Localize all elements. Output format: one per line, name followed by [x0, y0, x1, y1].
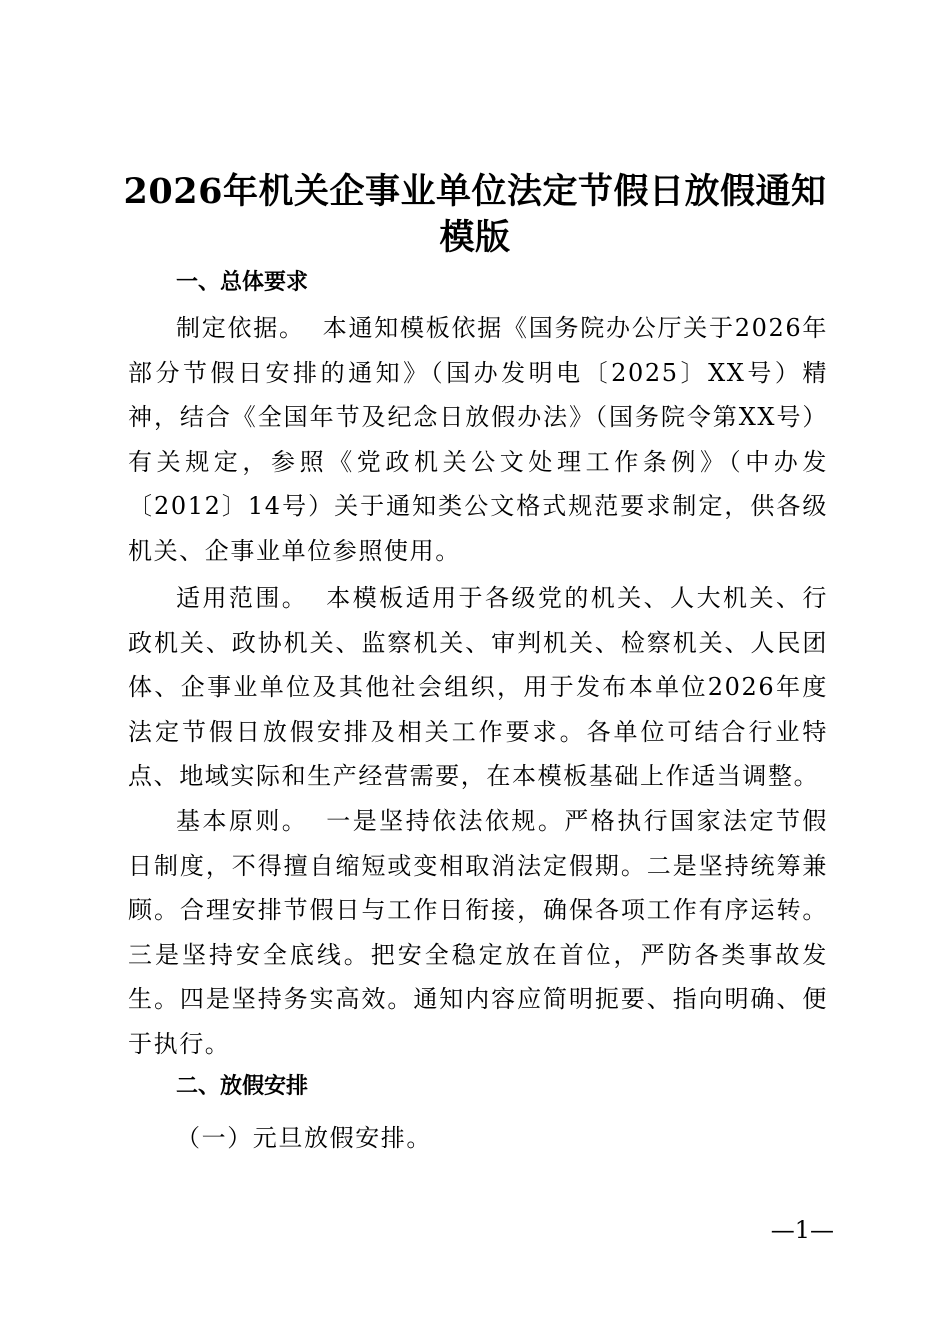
document-title-line-1: 2026年机关企事业单位法定节假日放假通知: [123, 171, 827, 212]
paragraph-principles: [128, 799, 828, 1066]
paragraph-basis-text: 本通知模板依据《国务院办公厅关于2026年部分节假日安排的通知》（国办发明电〔2025〕XX号）精神，结合《全国年节及纪念日放假办法》（国务院令第XX号）有关规定，参照《党政机关公文处理工作条例》（中办发〔2012〕14号）关于通知类公文格式规范要求制定，供各级机关、企事业单位参照使用。: [128, 314, 829, 565]
section-heading-holiday-arrangement: 二、放假安排: [176, 1074, 309, 1099]
paragraph-scope-text: 本模板适用于各级党的机关、人大机关、行政机关、政协机关、监察机关、审判机关、检察机关、人民团体、企事业单位及其他社会组织，用于发布本单位2026年度法定节假日放假安排及相关工作要求。各单位可结合行业特点、地域实际和生产经营需要，在本模板基础上作适当调整。: [128, 584, 828, 790]
page-number: —1—: [770, 1216, 834, 1244]
paragraph-scope-lead: 适用范围。: [176, 584, 309, 612]
paragraph-scope: [128, 576, 828, 799]
subsection-new-year: （一）元旦放假安排。: [176, 1124, 432, 1152]
paragraph-basis: [128, 306, 828, 573]
paragraph-principles-lead: 基本原则。: [176, 807, 309, 835]
document-title-line-2: 模版: [439, 217, 511, 258]
paragraph-basis-lead: 制定依据。: [176, 314, 305, 342]
section-heading-general-requirements: 一、总体要求: [176, 270, 309, 295]
paragraph-principles-text: 一是坚持依法依规。严格执行国家法定节假日制度，不得擅自缩短或变相取消法定假期。二是坚持统筹兼顾。合理安排节假日与工作日衔接，确保各项工作有序运转。三是坚持安全底线。把安全稳定放在首位，严防各类事故发生。四是坚持务实高效。通知内容应简明扼要、指向明确、便于执行。: [128, 807, 828, 1058]
